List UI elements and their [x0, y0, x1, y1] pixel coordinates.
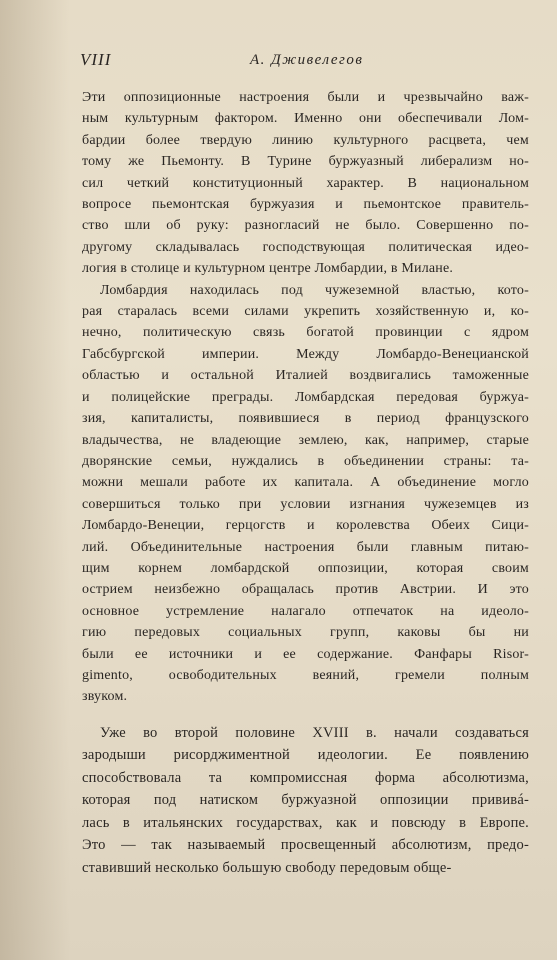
- text-line: основное устремление налагало отпечаток на идеоло-: [82, 603, 529, 619]
- paragraph-1: [82, 87, 529, 280]
- text-line: зародыши рисорджиментной идеологии. Ее появлению: [82, 747, 529, 764]
- text-line: которая под натиском буржуазной оппозиции прививá-: [82, 792, 529, 809]
- page-shadow: [0, 0, 70, 960]
- text-line: гию передовых социальных групп, каковы бы ни: [82, 625, 529, 641]
- text-line: сил четкий конституционный характер. В национальном: [82, 175, 529, 191]
- page-number: VIII: [80, 50, 112, 69]
- text-line: владычества, не владеющие землею, как, например, старые: [82, 432, 529, 448]
- text-line: способствовала та компромиссная форма абсолютизма,: [82, 769, 529, 786]
- text-line: можни мешали работе их капитала. А объединение могло: [82, 475, 529, 491]
- text-line: лий. Объединительные настроения были главным питаю-: [82, 539, 529, 555]
- body-text: [82, 87, 529, 879]
- text-line: ство шли об руку: разногласий не было. Совершенно по-: [82, 218, 529, 234]
- text-line: ным культурным фактором. Именно они обеспечивали Лом-: [82, 111, 529, 127]
- text-line: звуком.: [82, 689, 128, 705]
- text-line: острием неизбежно обращалась против Австрии. И это: [82, 582, 529, 598]
- text-line: рая старалась всеми силами укрепить хозяйственную и, ко-: [82, 304, 529, 320]
- text-line: были ее источники и ее содержание. Фанфары Risor-: [82, 646, 529, 662]
- text-line: Уже во второй половине XVIII в. начали создаваться: [100, 724, 529, 741]
- running-head: А. Дживелегов: [250, 52, 364, 68]
- text-line: нечно, политическую связь богатой провинции с ядром: [82, 325, 529, 341]
- text-line: и полицейские преграды. Ломбардская передовая буржуа-: [82, 389, 529, 405]
- text-line: логия в столице и культурном центре Ломбардии, в Милане.: [82, 261, 454, 277]
- text-line: Ломбардия находилась под чужеземной властью, кото-: [100, 282, 529, 298]
- text-line: вопросе пьемонтская буржуазия и пьемонтское правитель-: [82, 197, 529, 213]
- page-header: [80, 50, 527, 74]
- text-line: тому же Пьемонту. В Турине буржуазный либерализм но-: [82, 154, 529, 170]
- text-line: щим корнем ломбардской оппозиции, которая своим: [82, 560, 529, 576]
- text-line: дворянские семьи, нуждались в объединении страны: та-: [82, 453, 529, 469]
- paragraph-3: [82, 722, 529, 880]
- text-line: областью и остальной Италией воздвигались таможенные: [82, 368, 529, 384]
- text-line: другому складывалась господствующая политическая идео-: [82, 239, 529, 255]
- text-line: Ломбардо-Венеции, герцогств и королевства Обеих Сици-: [82, 518, 529, 534]
- text-line: Габсбургской империи. Между Ломбардо-Венецианской: [82, 346, 529, 362]
- paragraph-gap: [82, 708, 529, 722]
- text-line: зия, капиталисты, появившиеся в период французского: [82, 411, 529, 427]
- text-line: Это — так называемый просвещенный абсолютизм, предо-: [82, 837, 529, 854]
- text-line: лась в итальянских государствах, как и повсюду в Европе.: [82, 814, 529, 831]
- text-line: ставивший несколько большую свободу передовым обще-: [82, 859, 452, 876]
- text-line: совершиться только при условии изгнания чужеземцев из: [82, 496, 529, 512]
- paragraph-2: [82, 280, 529, 708]
- text-line: gimento, освободительных веяний, гремели полным: [82, 667, 529, 683]
- text-line: бардии более твердую линию культурного расцвета, чем: [82, 132, 529, 148]
- text-line: Эти оппозиционные настроения были и чрезвычайно важ-: [82, 90, 529, 105]
